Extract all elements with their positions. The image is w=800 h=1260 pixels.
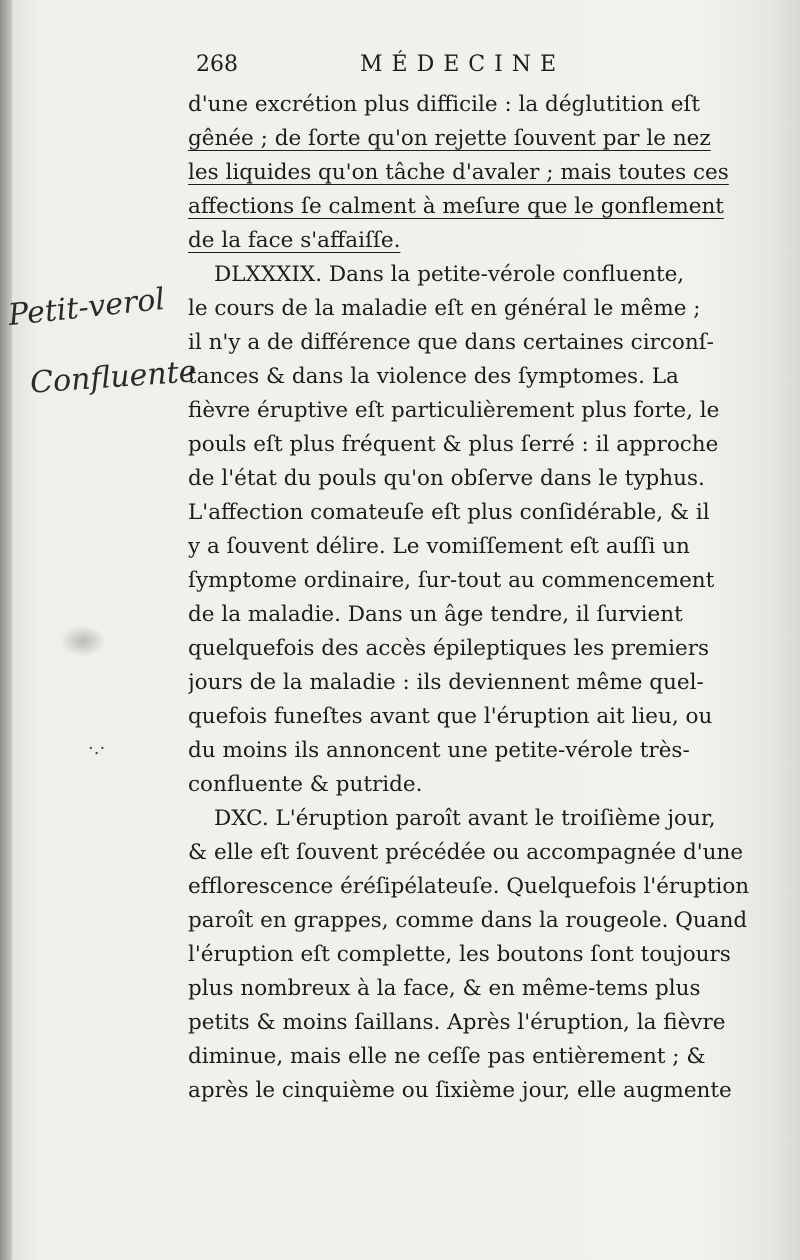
ink-stain (60, 625, 106, 657)
running-title: MÉDECINE (360, 52, 566, 77)
margin-note-1: Petit-verol (6, 281, 167, 334)
text-line: efflorescence éréſipélateuſe. Quelquefois l'éruption (188, 874, 750, 899)
text-line: tances & dans la violence des ſymptomes. La (188, 364, 679, 389)
text-line: y a ſouvent délire. Le vomiſſement eſt auſſi un (188, 534, 690, 559)
text-line: petits & moins ſaillans. Après l'éruption, la fièvre (188, 1010, 726, 1035)
text-line: L'affection comateuſe eſt plus conſidérable, & il (188, 500, 710, 525)
text-line: jours de la maladie : ils deviennent même quel- (188, 670, 704, 695)
text-line: le cours de la maladie eſt en général le même ; (188, 296, 701, 321)
text-line: après le cinquième ou ſixième jour, elle augmente (188, 1078, 732, 1103)
text-line: d'une excrétion plus difficile : la déglutition eſt (188, 92, 701, 117)
text-line: de la face s'affaiſſe. (188, 228, 401, 253)
page-number: 268 (196, 52, 238, 77)
text-line: l'éruption eſt complette, les boutons ſont toujours (188, 942, 731, 967)
margin-dots: ·.· (88, 738, 106, 759)
paragraph-start-line: DXC. L'éruption paroît avant le troiſième jour, (214, 806, 716, 831)
text-line: & elle eſt ſouvent précédée ou accompagnée d'une (188, 840, 744, 865)
page-header (0, 52, 800, 86)
text-line: de l'état du pouls qu'on obſerve dans le typhus. (188, 466, 705, 491)
text-line: plus nombreux à la face, & en même-tems plus (188, 976, 701, 1001)
text-line: quelquefois des accès épileptiques les premiers (188, 636, 710, 661)
text-line: fièvre éruptive eſt particulièrement plus forte, le (188, 398, 720, 423)
margin-note-2: Confluente (28, 354, 198, 401)
text-line: de la maladie. Dans un âge tendre, il ſurvient (188, 602, 683, 627)
paragraph-start-line: DLXXXIX. Dans la petite-vérole confluente, (214, 262, 685, 287)
text-line: ſymptome ordinaire, ſur-tout au commencement (188, 568, 715, 593)
body-text (188, 88, 766, 1108)
page-gutter-shadow (0, 0, 12, 1260)
text-line: confluente & putride. (188, 772, 423, 797)
text-line: quefois funeſtes avant que l'éruption ait lieu, ou (188, 704, 713, 729)
text-line: diminue, mais elle ne ceſſe pas entièrement ; & (188, 1044, 706, 1069)
text-line: paroît en grappes, comme dans la rougeole. Quand (188, 908, 748, 933)
text-line: il n'y a de différence que dans certaines circonſ- (188, 330, 714, 355)
text-line: du moins ils annoncent une petite-vérole très- (188, 738, 690, 763)
text-line: affections ſe calment à meſure que le gonflement (188, 194, 724, 219)
text-line: pouls eſt plus fréquent & plus ſerré : il approche (188, 432, 719, 457)
text-line: gênée ; de ſorte qu'on rejette ſouvent par le nez (188, 126, 711, 151)
text-line: les liquides qu'on tâche d'avaler ; mais toutes ces (188, 160, 729, 185)
